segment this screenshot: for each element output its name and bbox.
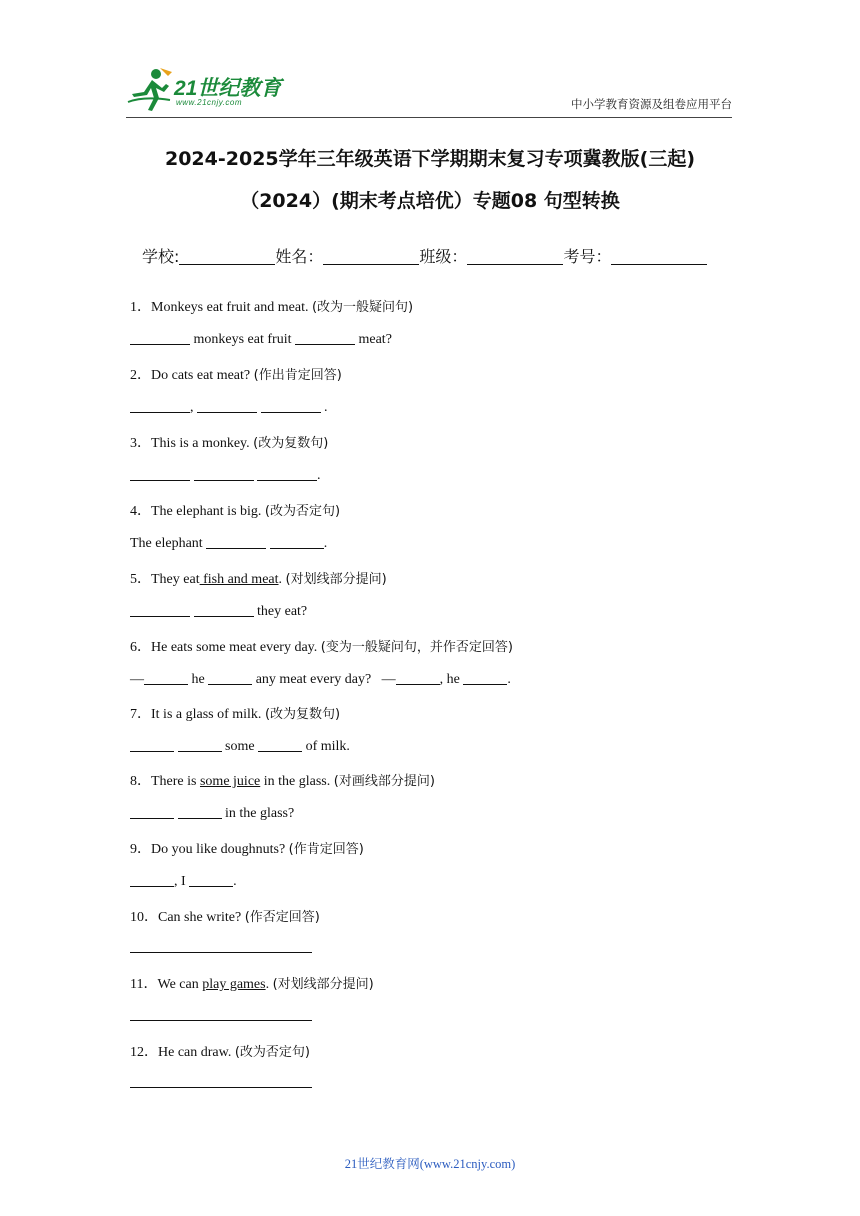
- answer-2: , .: [130, 398, 328, 416]
- answer-blank[interactable]: [396, 670, 440, 685]
- answer-blank[interactable]: [206, 534, 266, 549]
- school-blank[interactable]: [179, 248, 275, 265]
- document-title-line2: （2024）(期末考点培优）专题08 句型转换: [240, 190, 620, 212]
- question-3: 3．This is a monkey. (改为复数句): [130, 436, 329, 451]
- question-8: 8．There is some juice in the glass. (对画线部分提问): [130, 774, 435, 789]
- class-blank[interactable]: [467, 248, 563, 265]
- answer-4: The elephant .: [130, 536, 328, 551]
- class-label: 班级：: [419, 247, 468, 266]
- answer-blank[interactable]: [463, 670, 507, 685]
- answer-blank[interactable]: [295, 330, 355, 345]
- document-title-line1: 2024-2025学年三年级英语下学期期末复习专项冀教版(三起): [164, 148, 696, 170]
- number-blank[interactable]: [611, 248, 707, 265]
- question-1: 1．Monkeys eat fruit and meat. (改为一般疑问句): [130, 300, 414, 315]
- answer-6: — he any meat every day? — , he .: [130, 672, 511, 687]
- number-label: 考号：: [563, 247, 612, 266]
- logo-url: www.21cnjy.com: [176, 98, 242, 107]
- answer-8: in the glass?: [130, 804, 294, 822]
- answer-5: they eat?: [130, 602, 307, 620]
- answer-blank[interactable]: [197, 398, 257, 413]
- question-6: 6．He eats some meat every day. (变为一般疑问句，并作否定回答): [130, 640, 513, 655]
- answer-blank[interactable]: [178, 804, 222, 819]
- answer-blank[interactable]: [257, 466, 317, 481]
- question-11: 11．We can play games. (对划线部分提问): [130, 977, 374, 992]
- answer-blank[interactable]: [130, 737, 174, 752]
- underlined-phrase: some juice: [199, 774, 261, 789]
- answer-blank[interactable]: [130, 602, 190, 617]
- answer-blank[interactable]: [178, 737, 222, 752]
- school-label: 学校:: [142, 247, 180, 266]
- student-info: [142, 244, 707, 267]
- page-header: [0, 0, 860, 120]
- question-10: 10．Can she write? (作否定回答): [130, 910, 320, 925]
- answer-blank[interactable]: [261, 398, 321, 413]
- answer-line-10[interactable]: [130, 952, 312, 953]
- answer-9: , I .: [130, 872, 237, 890]
- answer-blank[interactable]: [189, 872, 233, 887]
- answer-7: some of milk.: [130, 737, 350, 755]
- question-7: 7．It is a glass of milk. (改为复数句): [130, 707, 341, 722]
- platform-name: 中小学教育资源及组卷应用平台: [571, 97, 732, 111]
- underlined-phrase: fish and meat: [199, 572, 279, 587]
- question-4: 4．The elephant is big. (改为否定句): [130, 504, 341, 519]
- answer-3: .: [130, 466, 321, 484]
- name-label: 姓名：: [275, 247, 324, 266]
- name-blank[interactable]: [323, 248, 419, 265]
- logo-text: 21世纪教育: [174, 77, 282, 100]
- question-12: 12．He can draw. (改为否定句): [130, 1045, 310, 1060]
- answer-blank[interactable]: [130, 804, 174, 819]
- answer-blank[interactable]: [130, 466, 190, 481]
- answer-blank[interactable]: [194, 466, 254, 481]
- underlined-phrase: play games: [202, 977, 266, 992]
- runner-logo-icon: [124, 66, 174, 112]
- answer-blank[interactable]: [130, 330, 190, 345]
- header-divider: [126, 117, 732, 118]
- answer-line-11[interactable]: [130, 1020, 312, 1021]
- question-9: 9．Do you like doughnuts? (作肯定回答): [130, 842, 364, 857]
- question-5: 5．They eat fish and meat. (对划线部分提问): [130, 572, 387, 587]
- answer-line-12[interactable]: [130, 1087, 312, 1088]
- answer-blank[interactable]: [144, 670, 188, 685]
- site-logo: [124, 66, 294, 116]
- question-2: 2．Do cats eat meat? (作出肯定回答): [130, 368, 342, 383]
- answer-blank[interactable]: [258, 737, 302, 752]
- answer-1: monkeys eat fruit meat?: [130, 330, 392, 348]
- answer-blank[interactable]: [130, 398, 190, 413]
- answer-blank[interactable]: [270, 534, 324, 549]
- page-footer[interactable]: 21世纪教育网(www.21cnjy.com): [344, 1157, 516, 1171]
- answer-blank[interactable]: [130, 872, 174, 887]
- answer-blank[interactable]: [194, 602, 254, 617]
- answer-blank[interactable]: [208, 670, 252, 685]
